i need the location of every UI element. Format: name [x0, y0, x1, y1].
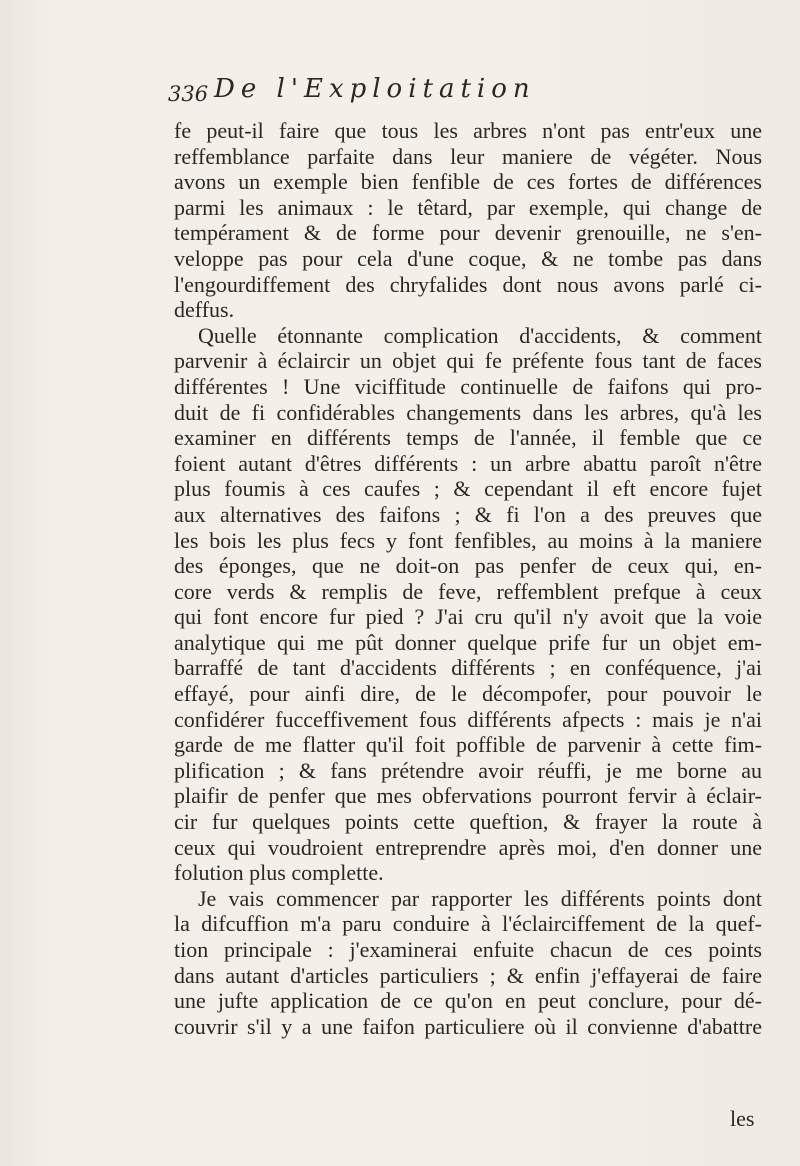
page-header — [168, 74, 708, 114]
text-line: barraffé de tant d'accidents différents ; en conféquence, j'ai — [174, 655, 762, 681]
text-line: les bois les plus fecs y font fenfibles, au moins à la maniere — [174, 527, 762, 553]
text-line: une jufte application de ce qu'on en peut conclure, pour dé- — [174, 988, 762, 1014]
text-line: la difcuffion m'a paru conduire à l'éclairciffement de la quef- — [174, 911, 762, 937]
text-line: parvenir à éclaircir un objet qui fe préfente fous tant de faces — [174, 348, 762, 374]
text-line: différentes ! Une viciffitude continuelle de faifons qui pro- — [174, 373, 762, 399]
text-line: avons un exemple bien fenfible de ces fortes de différences — [174, 169, 762, 195]
text-line: dans autant d'articles particuliers ; & enfin j'effayerai de faire — [174, 962, 762, 988]
text-line: l'engourdiffement des chryfalides dont nous avons parlé ci- — [174, 271, 762, 297]
paragraph-start-line: Je vais commencer par rapporter les différents points dont — [198, 885, 762, 911]
text-line: deffus. — [174, 297, 235, 323]
text-line: effayé, pour ainfi dire, de le décompofer, pour pouvoir le — [174, 681, 762, 707]
text-line: confidérer fucceffivement fous différents afpects : mais je n'ai — [174, 706, 762, 732]
body-text — [174, 118, 762, 1039]
text-line: fe peut-il faire que tous les arbres n'ont pas entr'eux une — [174, 118, 762, 143]
text-line: ceux qui voudroient entreprendre après moi, d'en donner une — [174, 834, 762, 860]
text-line: couvrir s'il y a une faifon particuliere où il convienne d'abattre — [174, 1013, 762, 1039]
text-line: tion principale : j'examinerai enfuite chacun de ces points — [174, 937, 762, 962]
catchword: les — [730, 1106, 755, 1131]
text-line: cir fur quelques points cette queftion, & frayer la route à — [174, 809, 762, 835]
text-line: parmi les animaux : le têtard, par exemple, qui change de — [174, 194, 762, 220]
running-title: De l'Exploitation — [214, 74, 536, 104]
text-line: duit de fi confidérables changements dans les arbres, qu'à les — [174, 399, 762, 425]
text-line: examiner en différents temps de l'année, il femble que ce — [174, 425, 762, 451]
text-line: reffemblance parfaite dans leur maniere de végéter. Nous — [174, 143, 762, 169]
text-line: qui font encore fur pied ? J'ai cru qu'il n'y avoit que la voie — [174, 604, 762, 630]
text-line: plus foumis à ces caufes ; & cependant il eft encore fujet — [174, 476, 762, 502]
text-line: veloppe pas pour cela d'une coque, & ne tombe pas dans — [174, 245, 762, 271]
paragraph-start-line: Quelle étonnante complication d'accidents, & comment — [198, 322, 762, 348]
text-line: plification ; & fans prétendre avoir réuffi, je me borne au — [174, 757, 762, 783]
text-line: core verds & remplis de feve, reffemblent prefque à ceux — [174, 578, 762, 604]
text-line: foient autant d'êtres différents : un arbre abattu paroît n'être — [174, 450, 762, 476]
text-line: aux alternatives des faifons ; & fi l'on a des preuves que — [174, 501, 762, 527]
text-line: plaifir de penfer que mes obfervations pourront fervir à éclair- — [174, 783, 762, 809]
text-line: folution plus complette. — [174, 860, 384, 886]
text-line: tempérament & de forme pour devenir grenouille, ne s'en- — [174, 220, 762, 246]
text-line: des éponges, que ne doit-on pas penfer de ceux qui, en- — [174, 553, 762, 579]
text-line: analytique qui me pût donner quelque prife fur un objet em- — [174, 629, 762, 655]
page-number: 336 — [168, 82, 209, 106]
text-line: garde de me flatter qu'il foit poffible de parvenir à cette fim- — [174, 732, 762, 758]
